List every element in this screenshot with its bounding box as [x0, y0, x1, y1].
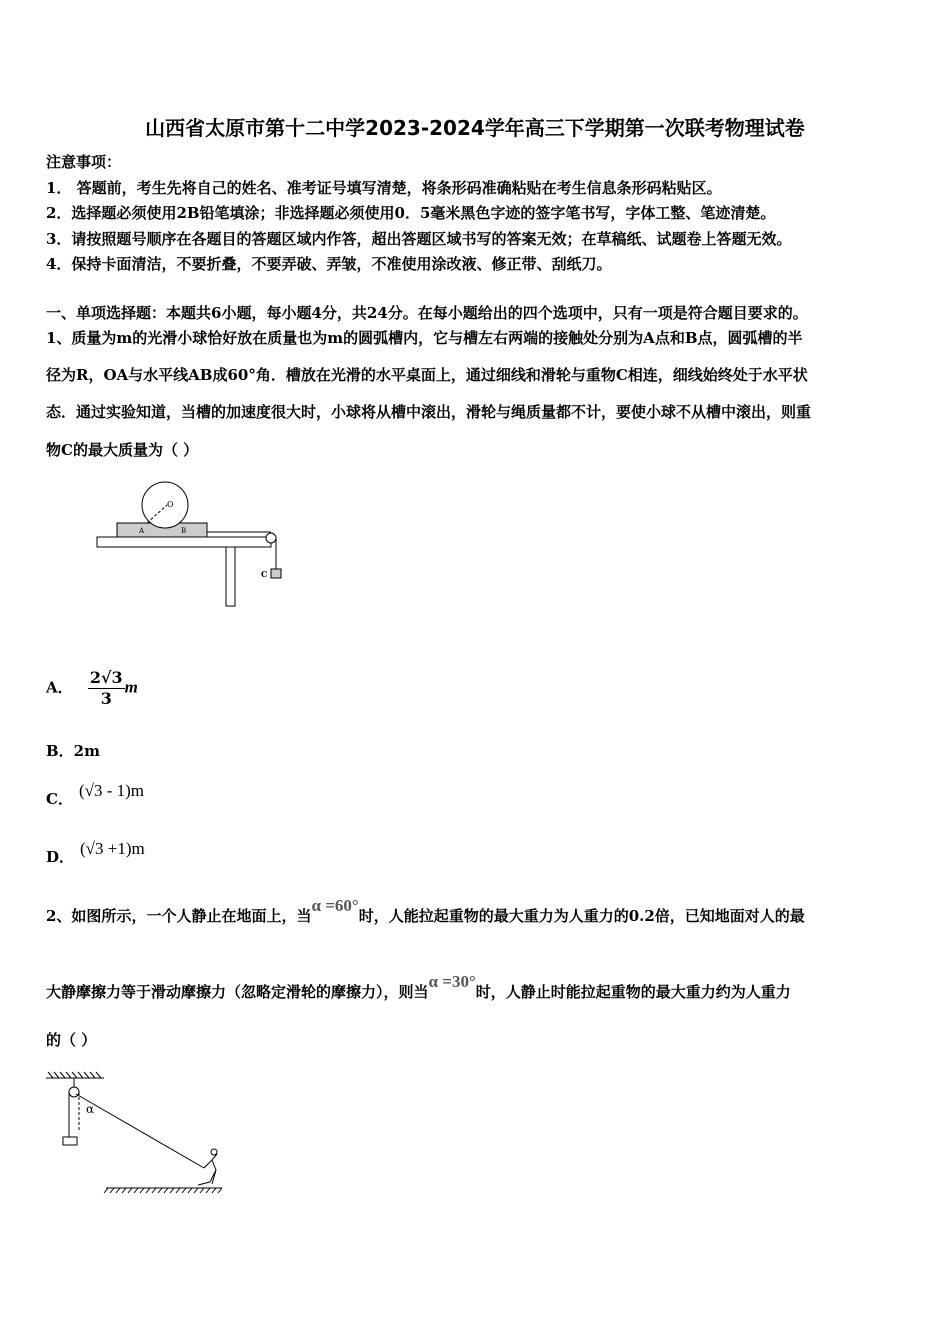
q2-figure — [44, 1070, 226, 1202]
page-title: 山西省太原市第十二中学2023-2024学年高三下学期第一次联考物理试卷 — [145, 116, 805, 140]
label-b: B — [181, 527, 187, 535]
q2-text — [46, 896, 805, 926]
notice-item: 3．请按照题号顺序在各题目的答题区域内作答，超出答题区域书写的答案无效；在草稿纸、试题卷上答题无效。 — [46, 230, 792, 248]
q1-text: 1、质量为m的光滑小球恰好放在质量也为m的圆弧槽内，它与槽左右两端的接触处分别为A点和B点，圆弧槽的半 — [46, 329, 803, 347]
q1-text: 物C的最大质量为（ ） — [46, 441, 199, 459]
q2-text: 的（ ） — [46, 1031, 97, 1049]
alpha-label: α — [86, 1102, 95, 1116]
option-b[interactable]: B．2m — [46, 742, 100, 760]
q2-text-part: 时，人静止时能拉起重物的最大重力约为人重力 — [475, 983, 791, 1001]
q2-text-part: 大静摩擦力等于滑动摩擦力（忽略定滑轮的摩擦力），则当 — [46, 983, 429, 1001]
q2-text-part: 时，人能拉起重物的最大重力为人重力的0.2倍，已知地面对人的最 — [358, 907, 805, 925]
option-a[interactable] — [46, 668, 138, 709]
option-c-expr: (√3 - 1)m — [78, 781, 144, 800]
q2-text-part: 2、如图所示，一个人静止在地面上，当 — [46, 907, 312, 925]
variable: m — [124, 677, 138, 697]
numerator: 2√3 — [89, 668, 123, 687]
alpha-60: α =60° — [311, 896, 359, 915]
section-heading: 一、单项选择题：本题共6小题，每小题4分，共24分。在每小题给出的四个选项中，只有一项是符合题目要求的。 — [46, 304, 808, 322]
q1-text: 态．通过实验知道，当槽的加速度很大时，小球将从槽中滚出，滑轮与绳质量都不计，要使小球不从槽中滚出，则重 — [46, 403, 812, 421]
option-c-label: C． — [46, 790, 73, 808]
denominator: 3 — [100, 689, 112, 708]
option-d-label: D． — [46, 848, 75, 866]
fraction — [88, 668, 125, 709]
alpha-30: α =30° — [428, 972, 476, 991]
label-c: C — [261, 569, 268, 579]
q1-figure — [95, 475, 290, 610]
notice-item: 2．选择题必须使用2B铅笔填涂；非选择题必须使用0．5毫米黑色字迹的签字笔书写，字体工整、笔迹清楚。 — [46, 204, 776, 222]
option-a-label: A． — [46, 678, 73, 697]
notice-item: 4．保持卡面清洁，不要折叠，不要弄破、弄皱，不准使用涂改液、修正带、刮纸刀。 — [46, 255, 612, 273]
option-c[interactable] — [46, 780, 144, 808]
option-d[interactable] — [46, 838, 145, 866]
q2-text — [46, 972, 791, 1002]
label-o: O — [167, 500, 174, 509]
q1-text: 径为R，OA与水平线AB成60°角．槽放在光滑的水平桌面上，通过细线和滑轮与重物C相连，细线始终处于水平状 — [46, 366, 808, 384]
notice-heading: 注意事项： — [46, 153, 122, 171]
option-d-expr: (√3 +1)m — [80, 839, 145, 858]
label-a: A — [139, 527, 145, 535]
notice-item: 1． 答题前，考生先将自己的姓名、准考证号填写清楚，将条形码准确粘贴在考生信息条形码粘贴区。 — [46, 179, 722, 197]
